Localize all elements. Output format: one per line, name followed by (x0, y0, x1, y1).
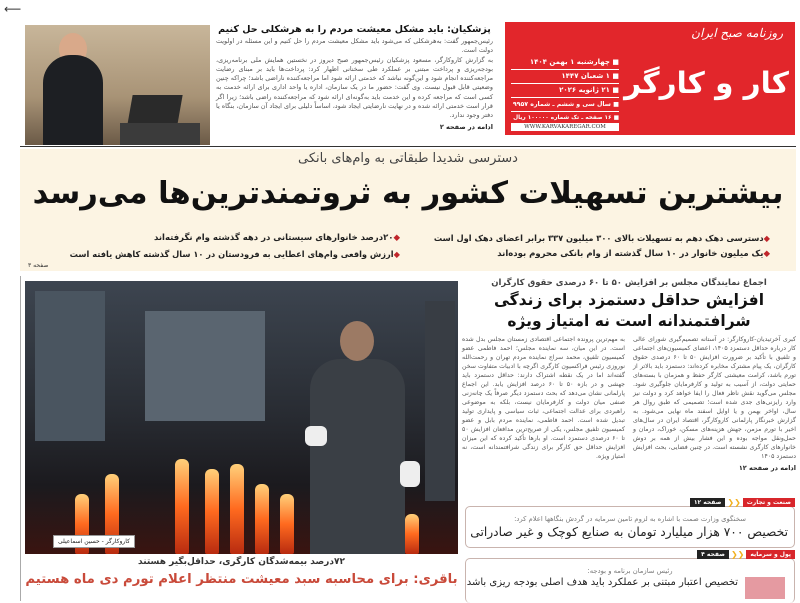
bullet: یک میلیون خانوار در ۱۰ سال گذشته از وام بانکی محروم بوده‌اند (497, 249, 764, 259)
article-column-right: کبری آخرتیدیان-کاروکارگر: در آستانه تصمیم‌گیری شورای عالی کار درباره حداقل دستمزد ۱۴۰۵، اعضای کمیسیون‌های اجتماعی و تلفیق با تأکید بر ضرورت افزایش ۵۰ تا ۶۰ درصدی حقوق کارگران، یک پیام مشترک مخابره کرده‌اند: دستمزد باید بالاتر از تورم باشد، کرامت معیشتی کارگر حفظ و همزمان با بسته‌های حمایتی دولت، از آسیب به تولید و کارفرمایان جلوگیری شود. مجلس می‌گوید نقش ناظر فعال را ایفا خواهد کرد و دولت نیز وارد رایزنی‌های جدی شده است؛ تصمیمی که طبق روال هر سال، اواخر بهمن و یا اوایل اسفند ماه نهایی می‌شود. به گزارش خبرنگار پارلمانی کاروکارگر، اقتصاد ایران در سال‌های اخیر با تورم مزمن، جهش هزینه‌های مسکن، خوراک، درمان و حمل‌ونقل مواجه بوده و این فشار بیش از همه بر دوش خانوارهای کارگری نشسته است. در چنین فضایی، بحث افزایش دستمزد ۱۴۰۵ (633, 336, 796, 460)
box-kicker: رئیس سازمان برنامه و بودجه: (587, 567, 673, 575)
box-title[interactable]: تخصیص ۷۰۰ هزار میلیارد تومان به صنایع کوچک و غیر صادراتی (470, 525, 788, 539)
issue-date: ■ چهارشنبه ۱ بهمن ۱۴۰۴ (511, 56, 619, 70)
article-title[interactable]: افزایش حداقل دستمزد برای زندگی شرافتمندانه است نه امتیاز ویژه (493, 291, 765, 330)
wage-article (462, 278, 796, 492)
diamond-icon: ◆ (763, 233, 770, 243)
photo-caption-title[interactable]: باقری: برای محاسبه سبد معیشت منتظر اعلام تورم دی ماه هستیم (25, 572, 458, 587)
box-title[interactable]: تخصیص اعتبار مبتنی بر عملکرد باید هدف اصلی بودجه ریزی باشد (466, 577, 738, 588)
bullet: دسترسی دهک دهم به تسهیلات بالای ۳۰۰ میلیون ۳۳۷ برابر اعضای دهک اول است (433, 233, 764, 243)
chevron-left-icon: ❮❮ (730, 550, 745, 559)
masthead (505, 22, 795, 135)
lead-paragraph: رئیس‌جمهور گفت: به‌هرشکلی که می‌شود باید مشکل معیشت مردم را حل کنیم و این مسئله در اولویت دولت است. (216, 37, 493, 55)
article-column-left: به مهم‌ترین پرونده اجتماعی اقتصادی زمستان مجلس بدل شده است. در این میان، سه نماینده مجلس؛ احمد فاطمی عضو کمیسیون تلفیق، محمد سراج نماینده مردم تهران و رحمت‌الله نوروزی رئیس فراکسیون کارگری اگرچه با ادبیات متفاوت سخن گفته‌اند اما در یک نقطه اشتراک دارند: حداقل دستمزد باید جهشی و در بازه ۵۰ تا ۶۰ درصد افزایش یابد. این اجماع پارلمانی نشان می‌دهد که بحث دستمزد دیگر صرفاً یک چانه‌زنی صنفی میان دولت و کارفرمایان نیست، بلکه به موضوعی راهبردی برای عدالت اجتماعی، ثبات سیاسی و پایداری تولید تبدیل شده است. احمد فاطمی، نماینده مردم بابل و عضو کمیسیون تلفیق مجلس، یکی از صریح‌ترین مدافعان افزایش ۵۰ تا ۶۰ درصدی دستمزد است. او بارها تأکید کرده که این میزان افزایش حداقل حق کارگر برای زندگی شرافتمندانه است، نه امتیاز ویژه. (462, 336, 625, 460)
divider (20, 146, 796, 147)
photo-caption-kicker: ۷۲درصد بیمه‌شدگان کارگری، حداقل‌بگیر هستند (138, 557, 345, 567)
section-label: صنعت و تجارت (743, 498, 795, 507)
hijri-date: ■ ۱ شعبان ۱۴۴۷ (511, 70, 619, 84)
page-price: ■ ۱۶ صفحه ـ تک شماره ۱۰۰۰۰۰ ریال (511, 112, 619, 126)
section-label: پول و سرمایه (746, 550, 795, 559)
page-label[interactable]: صفحه ۱۲ (690, 498, 726, 507)
masthead-subtitle: روزنامه صبح ایران (691, 26, 783, 40)
bullet: ۲۰درصد خانوارهای سیستانی در دهه گذشته وام نگرفته‌اند (153, 233, 394, 243)
lead-story (212, 24, 497, 144)
back-arrow-icon[interactable]: ⟵ (4, 2, 22, 16)
article-continued-link[interactable]: ادامه در صفحه ۱۲ (738, 463, 796, 472)
article-kicker: اجماع نمایندگان مجلس بر افزایش ۵۰ تا ۶۰ درصدی حقوق کارگران (491, 278, 767, 288)
diamond-icon: ◆ (393, 249, 400, 259)
main-headline[interactable]: بیشترین تسهیلات کشور به ثروتمندترین‌ها می‌رسد (32, 176, 784, 211)
website-url[interactable]: WWW.KARVAKAREGAR.COM (511, 123, 619, 131)
headline-bullets-right (425, 230, 770, 262)
photo-credit: کاروکارگر - حسین اسماعیلی (53, 535, 135, 548)
lead-title[interactable]: پزشکیان: باید مشکل معیشت مردم را به هرشکلی حل کنیم (218, 24, 491, 35)
diamond-icon: ◆ (763, 249, 770, 259)
lead-continued-link[interactable]: ادامه در صفحه ۲ (439, 122, 493, 131)
masthead-logo: کار و کارگر (624, 66, 789, 100)
page-reference[interactable]: صفحه ۳ (28, 262, 49, 269)
lead-paragraph: به گزارش کاروکارگر، مسعود پزشکیان رئیس‌جمهور صبح دیروز در نخستین همایش ملی برنامه‌ریزی، بودجه‌ریزی و پرداخت مبتنی بر عملکرد طی سخنانی اظهار کرد: پرداخت‌ها باید بر مبنای رضایت مراجعه‌کننده انجام شود و این‌گونه نباشد که خدمتی ارائه شود اما مراجعه‌کننده ناراضی باشد؛ چراکه چنین وضعیتی قابل قبول نیست. وی گفت: حضور ما در یک سازمان، اداره یا واحد اداری برای ارائه خدمت به کسی است که مراجعه کرده و این خدمت باید به‌گونه‌ای ارائه شود که مراجعه‌کننده راضی باشد؛ زیرا اگر قرار است خدمتی ارائه شده و در نهایت نارضایتی ایجاد شود، اساساً دلیلی برای ایجاد آن سازمان، بنگاه یا دفتر وجود ندارد. (216, 55, 493, 120)
bullet: ارزش واقعی وام‌های اعطایی به فرودستان در ۱۰ سال گذشته کاهش یافته است (69, 249, 394, 259)
page-label[interactable]: صفحه ۴ (697, 550, 729, 559)
chevron-left-icon: ❮❮ (727, 498, 741, 507)
headline-bullets-left (65, 230, 400, 262)
issue-number: ■ سال سی و ششم ـ شماره ۹۹۵۷ (511, 98, 619, 112)
president-photo (25, 25, 210, 145)
watermark-logo (745, 577, 785, 599)
diamond-icon: ◆ (393, 233, 400, 243)
headline-kicker: دسترسی شدیدا طبقاتی به وام‌های بانکی (298, 151, 518, 166)
section-tag (697, 550, 795, 559)
section-tag (690, 498, 795, 507)
gregorian-date: ■ ۲۱ ژانویه ۲۰۲۶ (511, 84, 619, 98)
masthead-info (511, 56, 619, 126)
divider (20, 276, 21, 601)
box-kicker: سخنگوی وزارت صمت با اشاره به لزوم تامین سرمایه در گردش بنگاهها اعلام کرد: (514, 515, 746, 523)
factory-worker-photo (25, 281, 458, 554)
news-box-industry (465, 498, 795, 548)
